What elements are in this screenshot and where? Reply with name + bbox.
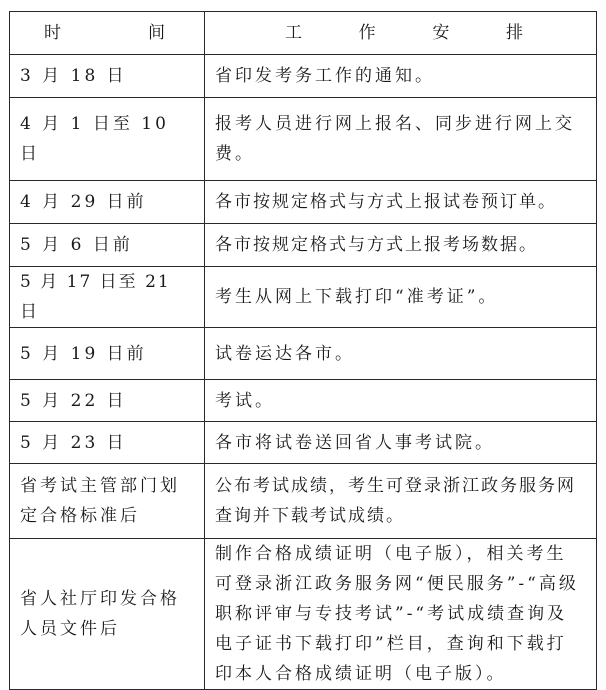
- table-row: [10, 464, 597, 539]
- table-row: [10, 422, 597, 464]
- header-time-char: 间: [148, 23, 168, 43]
- table-header-row: [10, 12, 597, 55]
- time-cell: 省考试主管部门划定合格标准后: [10, 464, 205, 539]
- header-time-char: 时: [44, 23, 64, 43]
- task-cell: 试卷运达各市。: [205, 328, 597, 380]
- task-cell: 报考人员进行网上报名、同步进行网上交费。: [205, 98, 597, 181]
- table-row: [10, 380, 597, 422]
- table-row: [10, 539, 597, 690]
- task-cell: 考试。: [205, 380, 597, 422]
- task-cell: 各市按规定格式与方式上报试卷预订单。: [205, 181, 597, 224]
- time-cell: 3 月 18 日: [10, 55, 205, 98]
- header-task-char: 作: [358, 23, 379, 43]
- header-task-char: 排: [505, 23, 526, 43]
- table-row: [10, 224, 597, 267]
- table-row: [10, 55, 597, 98]
- time-cell: 5 月 19 日前: [10, 328, 205, 380]
- header-task: [205, 12, 597, 55]
- task-cell: 制作合格成绩证明（电子版），相关考生可登录浙江政务服务网“便民服务”-“高级职称评审与专技考试”-“考试成绩查询及电子证书下载打印”栏目，查询和下载打印本人合格成绩证明（电子版）。: [205, 539, 597, 690]
- task-cell: 省印发考务工作的通知。: [205, 55, 597, 98]
- table-row: [10, 267, 597, 328]
- header-time: [10, 12, 205, 55]
- time-cell: 5 月 23 日: [10, 422, 205, 464]
- time-cell: 4 月 29 日前: [10, 181, 205, 224]
- time-cell: 4 月 1 日至 10 日: [10, 98, 205, 181]
- table-row: [10, 328, 597, 380]
- time-cell: 5 月 17 日至 21 日: [10, 267, 205, 328]
- task-cell: 各市按规定格式与方式上报考场数据。: [205, 224, 597, 267]
- time-cell: 5 月 22 日: [10, 380, 205, 422]
- header-task-char: 工: [285, 23, 305, 43]
- time-cell: 省人社厅印发合格人员文件后: [10, 539, 205, 690]
- table-row: [10, 181, 597, 224]
- task-cell: 公布考试成绩，考生可登录浙江政务服务网查询并下载考试成绩。: [205, 464, 597, 539]
- time-cell: 5 月 6 日前: [10, 224, 205, 267]
- exam-schedule-table: [9, 11, 597, 690]
- header-task-char: 安: [432, 23, 453, 43]
- task-cell: 各市将试卷送回省人事考试院。: [205, 422, 597, 464]
- table-row: [10, 98, 597, 181]
- task-cell: 考生从网上下载打印“准考证”。: [205, 267, 597, 328]
